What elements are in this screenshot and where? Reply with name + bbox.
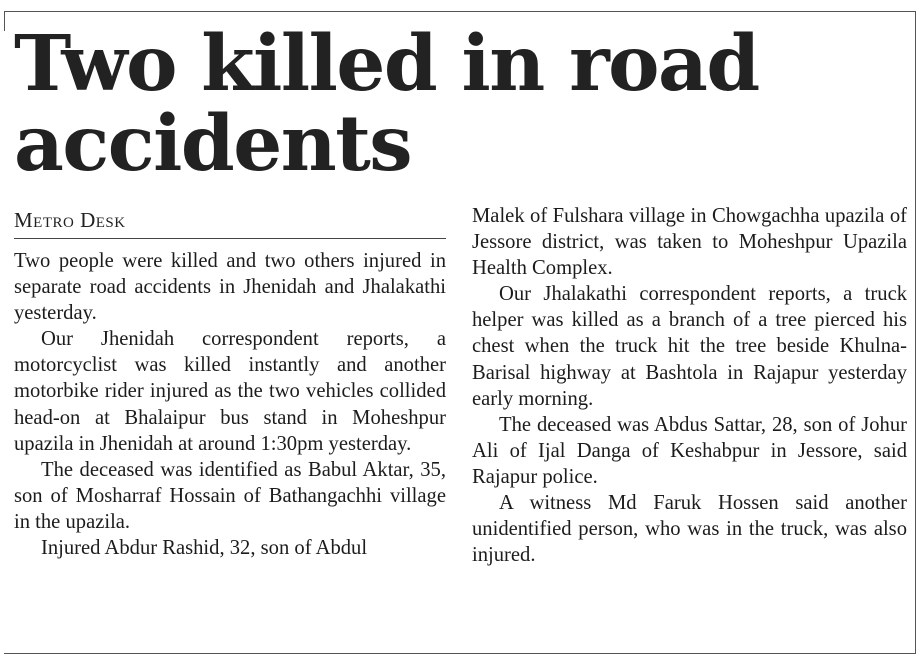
byline: Metro Desk: [14, 208, 446, 239]
paragraph: Two people were killed and two others injured in separate road accidents in Jhenidah and Jhalakathi yesterday.: [14, 250, 446, 325]
paragraph: The deceased was Abdus Sattar, 28, son of Johur Ali of Ijal Danga of Keshabpur in Jessore, said Rajapur police.: [472, 413, 907, 488]
top-rule: [4, 11, 916, 12]
paragraph: Our Jhenidah correspondent reports, a motorcyclist was killed instantly and another motorbike rider injured as the two vehicles collided head-on at Bhalaipur bus stand in Moheshpur upazila in Jhenidah at around 1:30pm yesterday.: [14, 328, 446, 455]
paragraph: The deceased was identified as Babul Aktar, 35, son of Mosharraf Hossain of Bathangachhi village in the upazila.: [14, 458, 446, 533]
paragraph: Our Jhalakathi correspondent reports, a truck helper was killed as a branch of a tree pierced his chest when the truck hit the tree beside Khulna-Barisal highway at Bashtola in Rajapur yesterday early morning.: [472, 283, 907, 410]
paragraph: Injured Abdur Rashid, 32, son of Abdul: [41, 537, 368, 560]
headline: Two killed in road accidents: [14, 19, 759, 189]
bottom-rule: [4, 653, 916, 654]
paragraph: A witness Md Faruk Hossen said another unidentified person, who was in the truck, was also injured.: [472, 492, 907, 567]
column-left: [14, 248, 446, 561]
left-rule: [4, 11, 5, 31]
column-right: [472, 203, 907, 568]
right-rule: [915, 11, 916, 654]
paragraph-continued: Malek of Fulshara village in Chowgachha upazila of Jessore district, was taken to Moheshpur Upazila Health Complex.: [472, 205, 907, 280]
